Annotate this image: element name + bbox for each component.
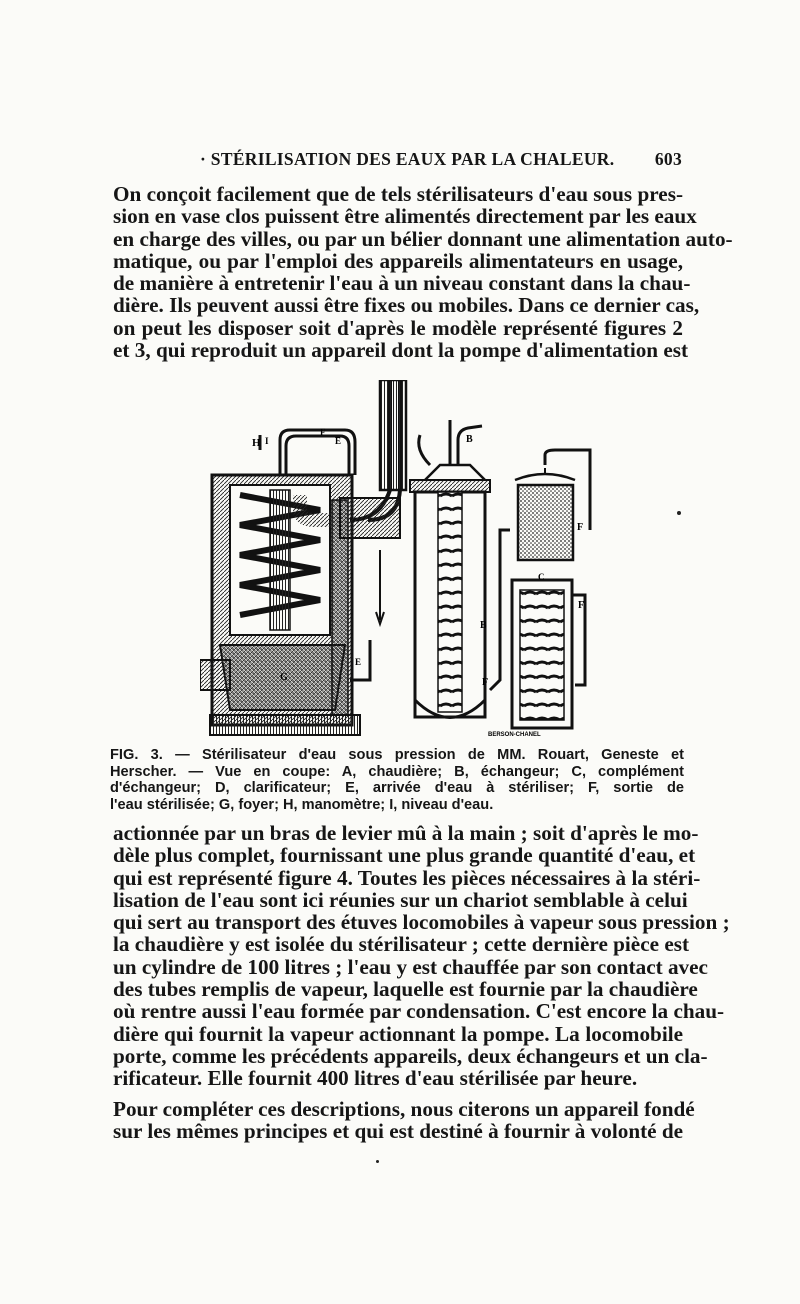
label-f-lower: F <box>482 677 489 688</box>
text-line: la chaudière y est isolée du stérilisateur ; cette dernière pièce est <box>113 932 690 957</box>
figure-caption <box>110 747 684 813</box>
paragraph-3 <box>113 1097 695 1144</box>
text-line: de manière à entretenir l'eau à un niveau constant dans la chau- <box>113 271 691 296</box>
label-f-right: F <box>578 600 585 611</box>
label-b: B <box>480 620 487 631</box>
text-line: On conçoit facilement que de tels stérilisateurs d'eau sous pres- <box>113 182 683 206</box>
text-line: sur les mêmes principes et qui est destiné à fournir à volonté de <box>113 1119 684 1144</box>
label-e-top: E <box>335 436 342 446</box>
text-line: qui est représenté figure 4. Toutes les pièces nécessaires à la stéri- <box>113 865 701 890</box>
text-line: dèle plus complet, fournissant une plus grande quantité d'eau, et <box>113 843 696 868</box>
print-speck <box>677 511 681 515</box>
caption-line: Herscher. — Vue en coupe: A, chaudière; B, échangeur; C, complément <box>110 763 684 780</box>
text-line: un cylindre de 100 litres ; l'eau y est chauffée par son contact avec <box>113 954 708 979</box>
caption-line: l'eau stérilisée; G, foyer; H, manomètre; I, niveau d'eau. <box>110 796 494 813</box>
label-g: G <box>280 672 288 683</box>
paragraph-1 <box>113 182 733 363</box>
text-line: dière qui fournit la vapeur actionnant la pompe. La locomobile <box>113 1021 683 1046</box>
paragraph-2 <box>113 821 730 1091</box>
text-line: en charge des villes, ou par un bélier donnant une alimentation auto- <box>113 226 733 251</box>
sterilizer-engraving <box>200 380 610 740</box>
page-number: 603 <box>654 149 682 169</box>
running-title: · STÉRILISATION DES EAUX PAR LA CHALEUR. <box>200 149 615 169</box>
label-b-top: B <box>466 434 473 445</box>
text-line: et 3, qui reproduit un appareil dont la pompe d'alimentation est <box>113 338 689 363</box>
text-line: actionnée par un bras de levier mû à la main ; soit d'après le mo- <box>113 821 699 845</box>
label-e-side: E <box>355 657 362 667</box>
text-line: Pour compléter ces descriptions, nous citerons un appareil fondé <box>113 1097 695 1121</box>
label-f-pipe: F <box>320 427 326 437</box>
text-line: porte, comme les précédents appareils, deux échangeurs et un cla- <box>113 1043 708 1068</box>
exchanger-b <box>410 420 490 718</box>
label-f-top: F <box>577 522 584 533</box>
text-line: qui sert au transport des étuves locomobiles à vapeur sous pression ; <box>113 910 730 935</box>
chimney <box>380 380 406 490</box>
label-i: I <box>265 436 269 446</box>
text-line: sion en vase clos puissent être alimentés directement par les eaux <box>113 204 697 229</box>
text-line: dière. Ils peuvent aussi être fixes ou mobiles. Dans ce dernier cas, <box>113 293 700 318</box>
label-h: H <box>252 437 261 449</box>
pipe-elbow <box>340 498 400 538</box>
text-line: des tubes remplis de vapeur, laquelle est fournie par la chaudière <box>113 977 698 1002</box>
text-line: on peut les disposer soit d'après le modèle représenté figures 2 <box>113 315 683 340</box>
caption-line: d'échangeur; D, clarificateur; E, arrivée d'eau à stériliser; F, sortie de <box>110 780 684 796</box>
print-speck <box>376 1160 379 1163</box>
text-line: où rentre aussi l'eau formée par condensation. C'est encore la chau- <box>113 999 725 1024</box>
text-line: lisation de l'eau sont ici réunies sur un chariot semblable à celui <box>113 887 688 912</box>
engraver-signature: BERSON-CHANEL <box>488 732 541 738</box>
label-c: C <box>538 572 545 582</box>
exchanger-c <box>512 580 585 728</box>
caption-line: FIG. 3. — Stérilisateur d'eau sous pression de MM. Rouart, Geneste et <box>110 747 684 763</box>
text-line: matique, ou par l'emploi des appareils alimentateurs en usage, <box>113 248 683 273</box>
text-line: rificateur. Elle fournit 400 litres d'eau stérilisée par heure. <box>113 1066 638 1091</box>
